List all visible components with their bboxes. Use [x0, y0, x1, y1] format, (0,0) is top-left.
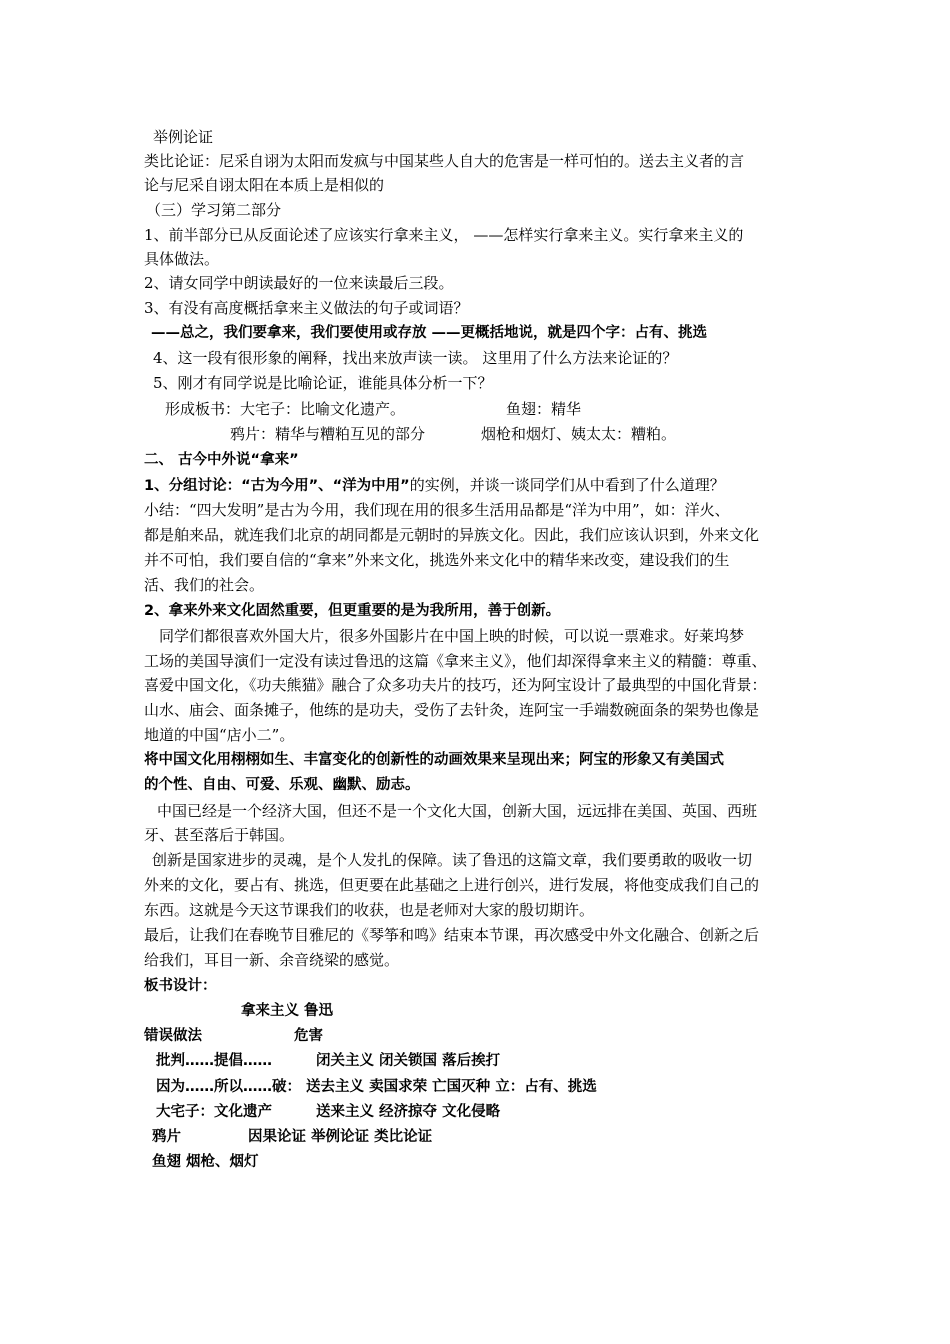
board-row: 因为……所以……破： 送去主义 卖国求荣 亡国灭种 立：占有、挑选 [156, 1079, 597, 1095]
discussion-question: 2、拿来外来文化固然重要，但更重要的是为我所用，善于创新。 [144, 603, 561, 619]
bold-text-line: 将中国文化用栩栩如生、丰富变化的创新性的动画效果来呈现出来；阿宝的形象又有美国式 [144, 752, 724, 768]
board-row: 鱼翅 烟枪、烟灯 [152, 1154, 259, 1170]
board-note-line: 形成板书：大宅子：比喻文化遗产。 [165, 400, 406, 418]
text-line: 最后，让我们在春晚节目雅尼的《琴筝和鸣》结束本节课，再次感受中外文化融合、创新之后 [144, 926, 760, 944]
board-note-line: 鸦片：精华与糟粕互见的部分 [230, 425, 426, 443]
text-line: 牙、甚至落后于韩国。 [144, 826, 295, 844]
text-line: 工场的美国导演们一定没有读过鲁迅的这篇《拿来主义》，他们却深得拿来主义的精髓：尊重、 [144, 652, 767, 670]
board-design-label: 板书设计： [144, 978, 217, 994]
board-row: 送来主义 经济掠夺 文化侵略 [316, 1104, 501, 1120]
text-line: 创新是国家进步的灵魂，是个人发扎的保障。读了鲁迅的这篇文章，我们要勇敢的吸收一切 [152, 851, 753, 869]
text-line: 小结：“四大发明”是古为今用，我们现在用的很多生活用品都是“洋为中用”，如：洋火、 [144, 501, 730, 519]
text-line: 2、请女同学中朗读最好的一位来读最后三段。 [144, 274, 454, 292]
text-line: 4、这一段有很形象的阐释，找出来放声读一读。 这里用了什么方法来论证的？ [153, 349, 678, 367]
text-line: 具体做法。 [144, 250, 220, 268]
text-line: 举例论证 [153, 128, 214, 146]
question-rest: 的实例，并谈一谈同学们从中看到了什么道理？ [409, 476, 725, 494]
text-line: 给我们，耳目一新、余音绕梁的感觉。 [144, 951, 400, 969]
text-line: 5、刚才有同学说是比喻论证，谁能具体分析一下？ [153, 374, 493, 392]
bold-summary-line: ——总之，我们要拿来，我们要使用或存放 ——更概括地说，就是四个字：占有、挑选 [151, 325, 708, 341]
board-title: 拿来主义 鲁迅 [241, 1003, 334, 1019]
board-row: 因果论证 举例论证 类比论证 [248, 1129, 433, 1145]
board-row: 危害 [294, 1028, 323, 1044]
text-line: 1、前半部分已从反面论述了应该实行拿来主义， ——怎样实行拿来主义。实行拿来主义的 [144, 226, 744, 244]
section-heading: 二、 古今中外说“拿来” [144, 452, 299, 468]
text-line: 活、我们的社会。 [144, 576, 265, 594]
text-line: 喜爱中国文化，《功夫熊猫》融合了众多功夫片的技巧，还为阿宝设计了最典型的中国化背景： [144, 676, 767, 694]
board-note-line: 鱼翅：精华 [506, 400, 582, 418]
text-line: 类比论证：尼采自诩为太阳而发疯与中国某些人自大的危害是一样可怕的。送去主义者的言 [144, 152, 745, 170]
discussion-question [144, 473, 725, 498]
text-line: 山水、庙会、面条摊子，他练的是功夫，受伤了去针灸，连阿宝一手端数碗面条的架势也像是 [144, 701, 760, 719]
board-row: 批判……提倡…… [156, 1053, 272, 1069]
text-line: 东西。这就是今天这节课我们的收获，也是老师对大家的殷切期许。 [144, 901, 595, 919]
text-line: 中国已经是一个经济大国，但还不是一个文化大国，创新大国，远远排在美国、英国、西班 [157, 802, 758, 820]
board-row: 鸦片 [152, 1129, 181, 1145]
board-row: 闭关主义 闭关锁国 落后挨打 [316, 1053, 501, 1069]
text-line: 都是舶来品，就连我们北京的胡同都是元朝时的异族文化。因此，我们应该认识到，外来文化 [144, 526, 760, 544]
subsection-heading: （三）学习第二部分 [146, 201, 282, 219]
text-line: 地道的中国“店小二”。 [144, 726, 295, 744]
board-row: 大宅子：文化遗产 [156, 1104, 272, 1120]
board-note-line: 烟枪和烟灯、姨太太：糟粕。 [481, 425, 677, 443]
text-line: 并不可怕，我们要自信的“拿来”外来文化，挑选外来文化中的精华来改变，建设我们的生 [144, 551, 730, 569]
text-line: 论与尼采自诩太阳在本质上是相似的 [144, 176, 385, 194]
question-bold: 1、分组讨论：“古为今用”、“洋为中用” [144, 478, 410, 494]
bold-text-line: 的个性、自由、可爱、乐观、幽默、励志。 [144, 777, 420, 793]
text-line: 外来的文化，要占有、挑选，但更要在此基础之上进行创兴，进行发展，将他变成我们自己的 [144, 876, 760, 894]
board-row: 错误做法 [144, 1028, 202, 1044]
text-line: 3、有没有高度概括拿来主义做法的句子或词语？ [144, 299, 469, 317]
text-line: 同学们都很喜欢外国大片，很多外国影片在中国上映的时候，可以说一票难求。好莱坞梦 [159, 627, 745, 645]
